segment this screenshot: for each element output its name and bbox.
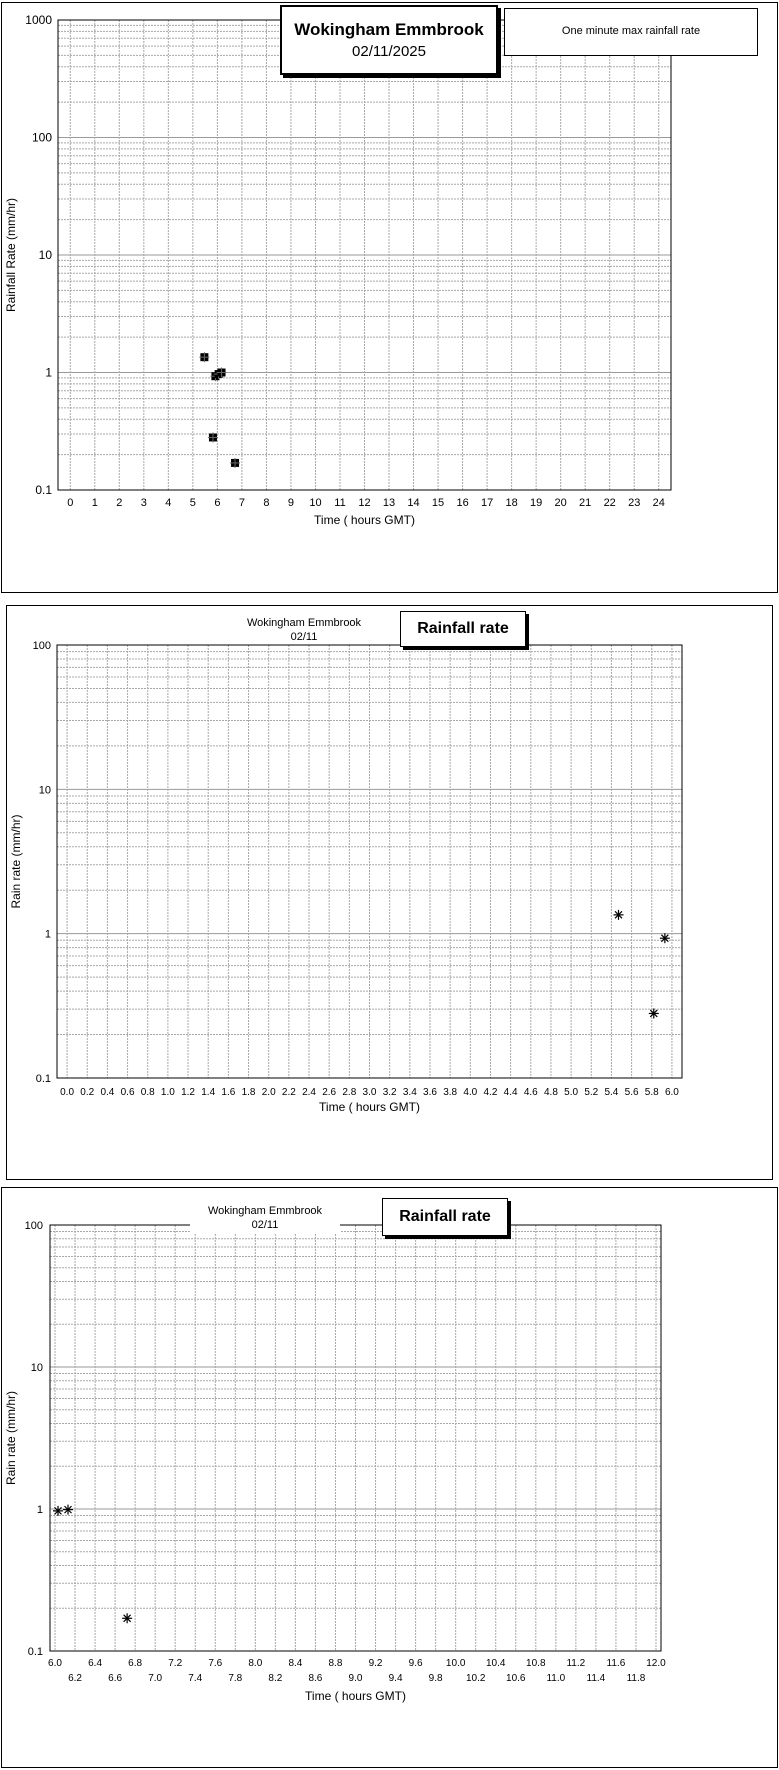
x-tick-label: 9.6	[408, 1658, 423, 1669]
x-tick-label: 6.2	[68, 1673, 82, 1684]
x-tick-label: 8.2	[268, 1673, 283, 1684]
data-point	[208, 432, 218, 442]
x-tick-label: 10.2	[465, 1673, 486, 1684]
x-tick-label: 6.0	[48, 1658, 62, 1669]
data-point	[613, 910, 623, 920]
x-tick-label: 0.2	[80, 1087, 95, 1098]
grid	[57, 645, 682, 1078]
y-tick-label: 0.1	[27, 1646, 43, 1658]
data-point	[217, 368, 227, 378]
y-tick-label: 0.1	[35, 483, 52, 497]
y-axis-title: Rain rate (mm/hr)	[9, 814, 23, 909]
x-tick-label: 14	[407, 497, 420, 509]
x-tick-label: 11.4	[586, 1673, 606, 1684]
station-label-box	[190, 1204, 340, 1233]
x-tick-label: 17	[480, 497, 494, 509]
grid	[50, 1225, 661, 1651]
x-tick-label: 9.0	[348, 1673, 363, 1684]
x-tick-label: 11	[334, 497, 346, 509]
x-tick-label: 12	[358, 497, 371, 509]
y-tick-label: 10	[38, 784, 51, 797]
data-point	[63, 1505, 73, 1515]
x-tick-label: 11.8	[626, 1673, 646, 1684]
x-tick-label: 23	[628, 497, 641, 509]
x-tick-label: 8.4	[288, 1658, 303, 1669]
x-tick-label: 1.8	[241, 1087, 256, 1098]
x-tick-label: 11.2	[566, 1658, 586, 1669]
y-tick-label: 10	[38, 248, 52, 262]
legend-label: One minute max rainfall rate	[561, 25, 701, 38]
x-tick-label: 11.6	[606, 1658, 626, 1669]
x-tick-label: 2	[116, 497, 123, 509]
x-tick-label: 4.0	[463, 1087, 478, 1098]
x-tick-label: 3.4	[402, 1087, 417, 1098]
station-label-box	[229, 616, 379, 645]
x-tick-label: 5.8	[644, 1087, 659, 1098]
x-tick-label: 2.6	[322, 1087, 337, 1098]
x-tick-label: 9.4	[388, 1673, 403, 1684]
x-tick-label: 1.4	[201, 1087, 216, 1098]
x-axis-title: Time ( hours GMT)	[305, 1689, 406, 1703]
x-tick-label: 5.2	[584, 1087, 599, 1098]
x-tick-label: 7.2	[168, 1658, 183, 1669]
y-tick-label: 1	[45, 365, 52, 380]
data-point	[199, 352, 209, 362]
chart-panel-early	[6, 605, 773, 1180]
y-tick-label: 1	[36, 1504, 43, 1516]
x-tick-label: 0.4	[100, 1087, 115, 1098]
x-tick-label: 9.2	[368, 1658, 383, 1669]
chart-title-box	[280, 5, 498, 75]
chart-title: Wokingham Emmbrook	[294, 19, 484, 39]
x-tick-label: 4	[165, 497, 172, 509]
x-tick-label: 8	[263, 497, 270, 509]
x-tick-label: 7.4	[188, 1673, 203, 1684]
legend-box	[504, 8, 758, 56]
x-tick-label: 5	[189, 497, 196, 509]
data-point	[649, 1008, 659, 1018]
x-tick-label: 16	[456, 497, 469, 509]
x-tick-label: 2.2	[281, 1087, 296, 1098]
x-tick-label: 4.6	[523, 1087, 538, 1098]
chart-title: Rainfall rate	[399, 1208, 491, 1225]
x-tick-label: 10.4	[485, 1658, 506, 1669]
station-name: Wokingham Emmbrook	[207, 1205, 323, 1217]
x-tick-label: 8.0	[248, 1658, 263, 1669]
x-tick-label: 5.6	[624, 1087, 639, 1098]
x-tick-label: 3	[140, 497, 147, 509]
x-tick-label: 19	[530, 497, 543, 509]
data-point	[53, 1506, 63, 1516]
y-tick-label: 1000	[25, 13, 52, 27]
data-points	[199, 352, 240, 468]
x-tick-label: 0	[67, 497, 74, 509]
daily-rain-rate-plot	[2, 3, 779, 594]
late-rain-rate-plot	[2, 1188, 779, 1769]
x-tick-label: 3.2	[382, 1087, 397, 1098]
x-axis-title: Time ( hours GMT)	[319, 1100, 420, 1114]
x-tick-label: 4.2	[483, 1087, 498, 1098]
x-tick-label: 6	[214, 497, 221, 509]
station-date: 02/11	[290, 631, 318, 644]
data-points	[613, 910, 669, 1019]
x-tick-label: 6.0	[664, 1087, 679, 1098]
x-tick-label: 1.2	[181, 1087, 196, 1098]
x-tick-label: 9	[287, 497, 295, 509]
x-tick-label: 21	[579, 497, 592, 509]
x-tick-label: 7.8	[228, 1673, 243, 1684]
x-tick-label: 2.4	[302, 1087, 316, 1098]
chart-subtitle: 02/11/2025	[352, 42, 426, 60]
x-tick-label: 6.8	[128, 1658, 143, 1669]
x-tick-label: 22	[603, 497, 616, 509]
x-tick-label: 11.0	[546, 1673, 566, 1684]
x-tick-label: 4.8	[543, 1087, 558, 1098]
grid	[58, 20, 671, 490]
x-tick-label: 7.6	[208, 1658, 223, 1669]
x-tick-label: 8.8	[328, 1658, 343, 1669]
x-tick-label: 10.0	[445, 1658, 466, 1669]
early-rain-rate-plot	[7, 606, 774, 1181]
data-point	[660, 933, 670, 943]
x-tick-label: 10.8	[526, 1658, 546, 1669]
data-point	[230, 458, 240, 468]
y-axis-title: Rain rate (mm/hr)	[4, 1390, 18, 1486]
y-tick-label: 0.1	[35, 1073, 51, 1085]
x-tick-label: 13	[382, 497, 396, 509]
x-tick-label: 10.6	[506, 1673, 526, 1684]
x-tick-label: 0.6	[120, 1087, 135, 1098]
y-tick-label: 100	[32, 640, 51, 652]
chart-title: Rainfall rate	[417, 620, 509, 637]
y-tick-label: 1	[44, 928, 51, 941]
x-tick-label: 12.0	[646, 1658, 666, 1669]
x-tick-label: 6.4	[88, 1658, 103, 1669]
x-axis-title: Time ( hours GMT)	[314, 513, 415, 527]
y-axis-title: Rainfall Rate (mm/hr)	[4, 197, 18, 313]
x-tick-label: 3.0	[362, 1087, 377, 1098]
x-tick-label: 0.0	[60, 1087, 75, 1098]
x-tick-label: 1	[91, 497, 98, 509]
x-tick-label: 1.6	[221, 1087, 236, 1098]
x-tick-label: 3.8	[443, 1087, 458, 1098]
y-tick-label: 100	[24, 1220, 43, 1232]
x-tick-label: 24	[652, 497, 665, 509]
x-tick-label: 10	[309, 497, 322, 509]
data-point	[122, 1613, 132, 1623]
chart-title-box	[400, 611, 526, 647]
x-tick-label: 7	[238, 497, 245, 509]
station-name: Wokingham Emmbrook	[246, 617, 362, 629]
x-tick-label: 5.4	[604, 1087, 619, 1098]
y-tick-label: 100	[31, 130, 52, 145]
chart-panel-late	[1, 1187, 778, 1768]
chart-title-box	[382, 1198, 508, 1236]
x-tick-label: 5.0	[564, 1087, 579, 1098]
x-tick-label: 2.8	[342, 1087, 357, 1098]
y-tick-label: 10	[30, 1362, 43, 1374]
chart-panel-daily	[1, 2, 778, 593]
x-tick-label: 2.0	[261, 1087, 276, 1098]
x-tick-label: 6.6	[108, 1673, 123, 1684]
x-tick-label: 9.8	[428, 1673, 443, 1684]
x-tick-label: 0.8	[140, 1087, 155, 1098]
x-tick-label: 20	[554, 497, 567, 509]
x-tick-label: 8.6	[308, 1673, 323, 1684]
x-tick-label: 3.6	[423, 1087, 437, 1098]
station-date: 02/11	[251, 1219, 279, 1232]
x-tick-label: 18	[505, 497, 518, 509]
x-tick-label: 7.0	[148, 1673, 163, 1684]
x-tick-label: 1.0	[160, 1087, 175, 1098]
x-tick-label: 15	[431, 497, 445, 509]
x-tick-label: 4.4	[503, 1087, 518, 1098]
